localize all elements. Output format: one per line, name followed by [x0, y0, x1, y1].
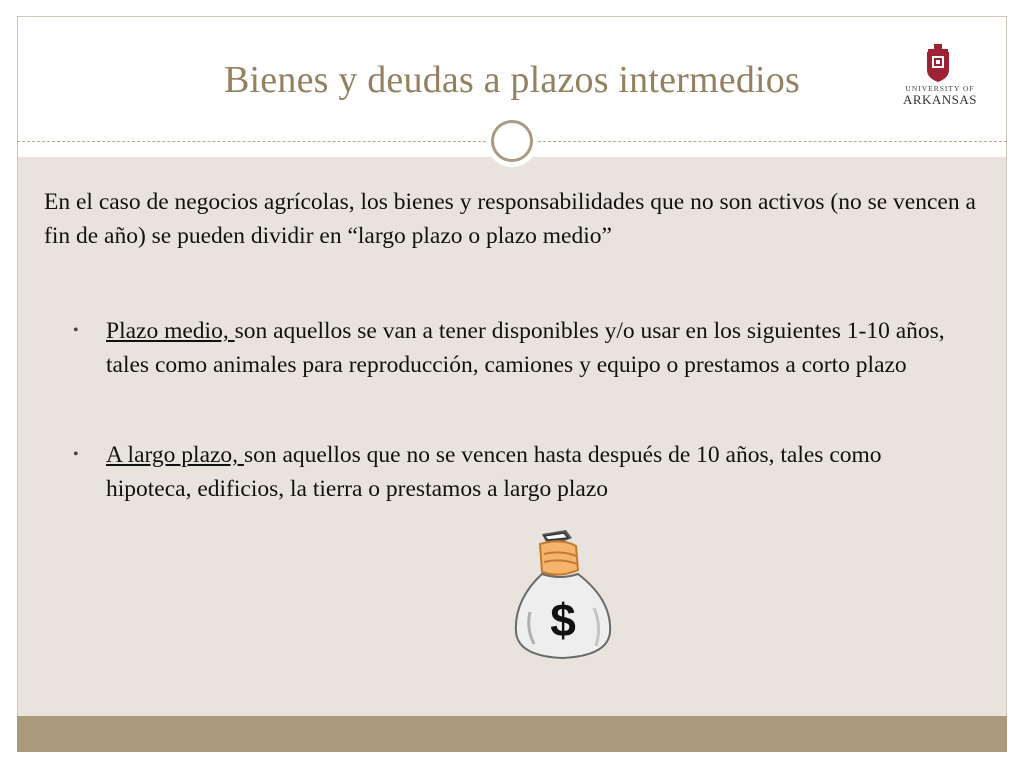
bullet-largo-plazo — [73, 438, 966, 506]
dollar-sign: $ — [550, 594, 576, 646]
bullet-dot-icon: • — [73, 322, 79, 339]
logo-line2: ARKANSAS — [902, 92, 978, 107]
bullet-term: Plazo medio, — [106, 318, 235, 344]
bullet-text: son aquellos que no se vencen hasta después de 10 años, tales como hipoteca, edificios, la tierra o prestamos a largo plazo — [106, 442, 882, 502]
intro-paragraph: En el caso de negocios agrícolas, los bienes y responsabilidades que no son activos (no se vencen a fin de año) se pueden dividir en “largo plazo o plazo medio” — [44, 189, 976, 249]
bullet-dot-icon: • — [73, 446, 79, 463]
divider-ornament — [486, 115, 538, 167]
footer-bar — [17, 716, 1007, 752]
bullet-text: son aquellos se van a tener disponibles y/o usar en los siguientes 1-10 años, tales como animales para reproducción, camiones y equipo o prestamos a corto plazo — [106, 318, 945, 378]
money-bag-icon — [506, 528, 618, 664]
slide-title: Bienes y deudas a plazos intermedios — [224, 59, 800, 101]
logo-line1: UNIVERSITY OF — [905, 84, 975, 93]
ring-icon — [491, 120, 533, 162]
university-logo — [899, 44, 981, 110]
bullet-plazo-medio — [73, 314, 966, 382]
crest-icon — [925, 44, 951, 82]
bullet-term: A largo plazo, — [106, 442, 244, 468]
